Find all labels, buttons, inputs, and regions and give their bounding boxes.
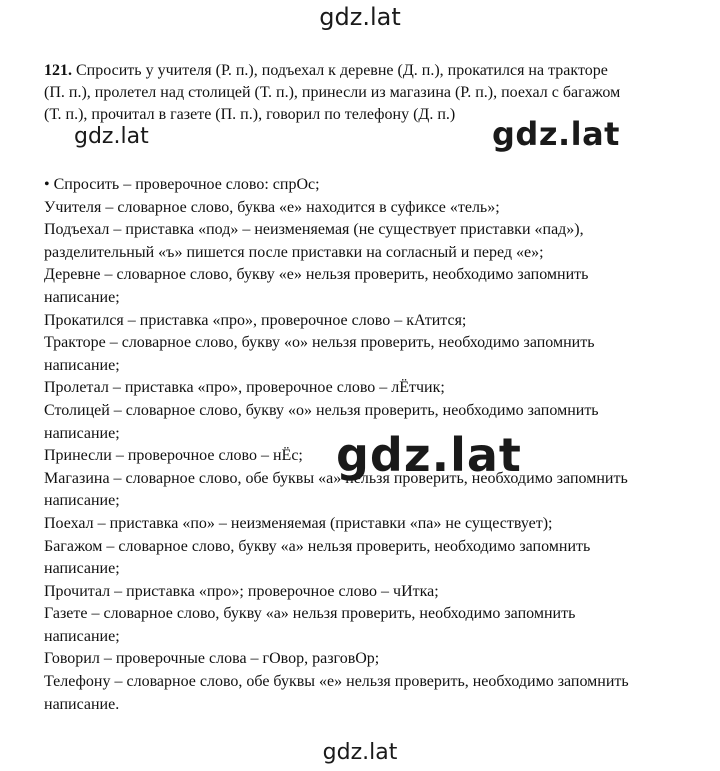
answer-line: Тракторе – словарное слово, букву «о» нельзя проверить, необходимо запомнить	[44, 334, 595, 352]
answer-line: написание.	[44, 695, 120, 713]
answer-line: Деревне – словарное слово, букву «е» нельзя проверить, необходимо запомнить	[44, 266, 589, 284]
answer-line: Пролетал – приставка «про», проверочное слово – лЁтчик;	[44, 379, 445, 397]
task-line: (Т. п.), прочитал в газете (П. п.), говорил по телефону (Д. п.)	[44, 106, 456, 123]
task-line	[44, 60, 674, 82]
answer-line: написание;	[44, 627, 120, 645]
watermark-bottom: gdz.lat	[322, 740, 398, 765]
answer-line: Столицей – словарное слово, букву «о» нельзя проверить, необходимо запомнить	[44, 401, 599, 419]
answer-line: • Спросить – проверочное слово: спрОс;	[44, 176, 320, 193]
answer-line: Газете – словарное слово, букву «а» нельзя проверить, необходимо запомнить	[44, 605, 576, 623]
answer-line: написание;	[44, 288, 120, 306]
answer-line: написание;	[44, 560, 120, 578]
watermark-top: gdz.lat	[319, 3, 401, 31]
answer-line: написание;	[44, 424, 120, 442]
answer-line: Учителя – словарное слово, буква «е» находится в суфиксе «тель»;	[44, 198, 500, 216]
answer-line: Магазина – словарное слово, обе буквы «а» нельзя проверить, необходимо запомнить	[44, 469, 628, 487]
task-line-text: Спросить у учителя (Р. п.), подъехал к деревне (Д. п.), прокатился на тракторе	[76, 62, 608, 79]
answer-line: Телефону – словарное слово, обе буквы «е» нельзя проверить, необходимо запомнить	[44, 673, 629, 691]
watermark-middle: gdz.lat	[336, 428, 522, 482]
answer-line: разделительный «ъ» пишется после приставки на согласный и перед «е»;	[44, 243, 544, 261]
watermark-left: gdz.lat	[74, 124, 149, 149]
answer-line: написание;	[44, 356, 120, 374]
answer-line: Багажом – словарное слово, букву «а» нельзя проверить, необходимо запомнить	[44, 537, 591, 555]
watermark-right: gdz.lat	[492, 115, 620, 153]
answer-line: Говорил – проверочные слова – гОвор, разговОр;	[44, 650, 380, 668]
answer-line: Прокатился – приставка «про», проверочное слово – кАтится;	[44, 311, 467, 329]
answer-line: написание;	[44, 492, 120, 510]
answer-line: Подъехал – приставка «под» – неизменяемая (не существует приставки «пад»),	[44, 221, 584, 239]
answer-line: Прочитал – приставка «про»; проверочное слово – чИтка;	[44, 582, 439, 600]
task-number: 121.	[44, 62, 72, 79]
task-line: (П. п.), пролетел над столицей (Т. п.), принесли из магазина (Р. п.), поехал с багажом	[44, 84, 621, 101]
answer-line: Принесли – проверочное слово – нЁс;	[44, 447, 303, 465]
answer-line: Поехал – приставка «по» – неизменяемая (приставки «па» не существует);	[44, 514, 553, 532]
